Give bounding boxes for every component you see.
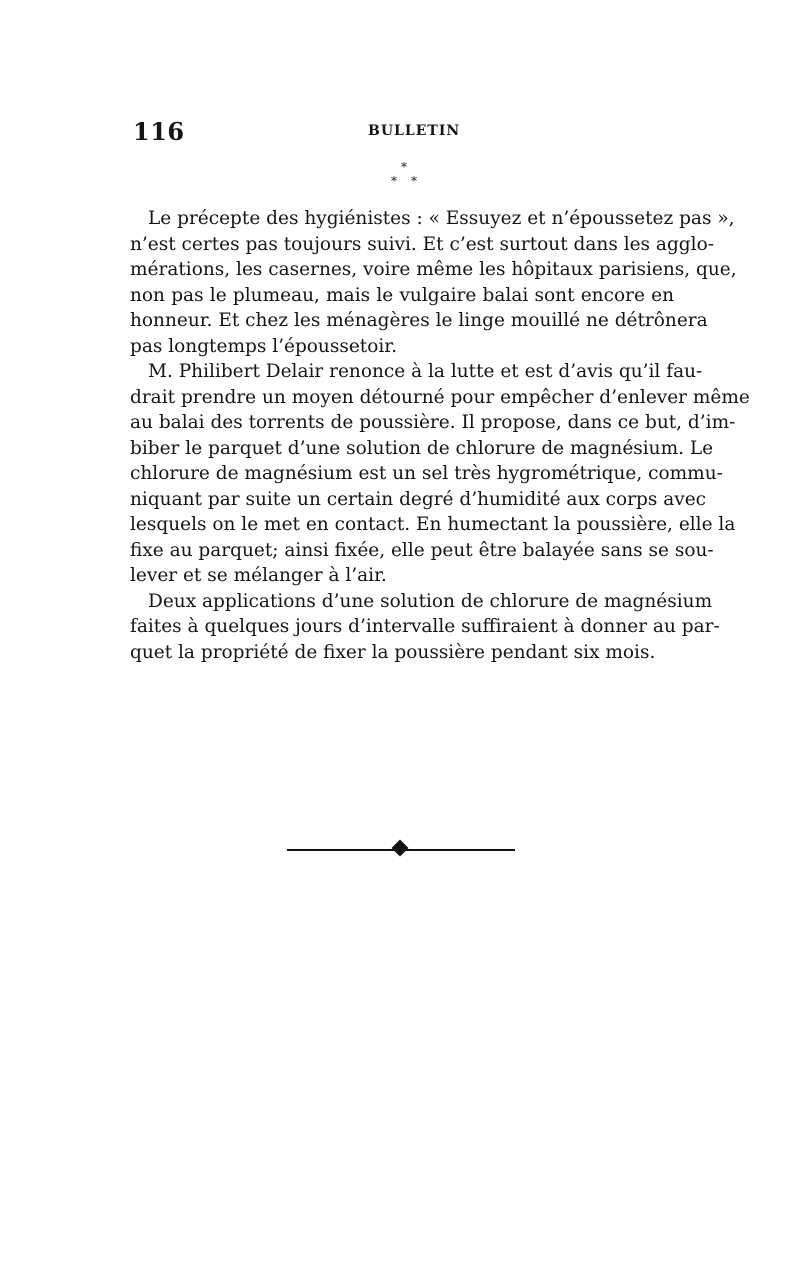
- paragraph: [130, 589, 720, 666]
- paragraph: [130, 359, 750, 589]
- text-line: lesquels on le met en contact. En humectant la poussière, elle la: [130, 514, 736, 535]
- text-line: au balai des torrents de poussière. Il propose, dans ce but, d’im-: [130, 412, 736, 433]
- asterism-star: *: [411, 174, 417, 188]
- text-line: pas longtemps l’époussetoir.: [130, 335, 397, 357]
- asterism-ornament: [389, 160, 425, 196]
- text-line: niquant par suite un certain degré d’humidité aux corps avec: [130, 488, 707, 510]
- text-line: biber le parquet d’une solution de chlorure de magnésium. Le: [130, 437, 714, 459]
- text-line: faites à quelques jours d’intervalle suffiraient à donner au par-: [130, 616, 720, 637]
- asterism-star: *: [401, 160, 407, 174]
- text-line: Deux applications d’une solution de chlorure de magnésium: [148, 590, 713, 612]
- text-line: lever et se mélanger à l’air.: [130, 565, 387, 586]
- text-line: Le précepte des hygiénistes : « Essuyez et n’époussetez pas »,: [148, 208, 735, 229]
- text-line: n’est certes pas toujours suivi. Et c’est surtout dans les agglo-: [130, 233, 714, 255]
- text-line: M. Philibert Delair renonce à la lutte et est d’avis qu’il fau-: [148, 361, 703, 382]
- text-line: honneur. Et chez les ménagères le linge mouillé ne détrônera: [130, 310, 708, 331]
- running-head: BULLETIN: [368, 123, 461, 139]
- text-line: chlorure de magnésium est un sel très hygrométrique, commu-: [130, 463, 723, 484]
- text-line: mérations, les casernes, voire même les hôpitaux parisiens, que,: [130, 259, 737, 280]
- paragraph: [130, 206, 737, 359]
- text-line: quet la propriété de fixer la poussière pendant six mois.: [130, 641, 656, 663]
- page-number: 116: [133, 117, 185, 146]
- text-line: drait prendre un moyen détourné pour empêcher d’enlever même: [130, 386, 750, 408]
- asterism-star: *: [391, 174, 397, 188]
- text-line: non pas le plumeau, mais le vulgaire balai sont encore en: [130, 284, 674, 306]
- diamond-ornament-icon: [392, 840, 409, 857]
- article-body: [130, 206, 750, 665]
- text-line: fixe au parquet; ainsi fixée, elle peut être balayée sans se sou-: [130, 539, 714, 561]
